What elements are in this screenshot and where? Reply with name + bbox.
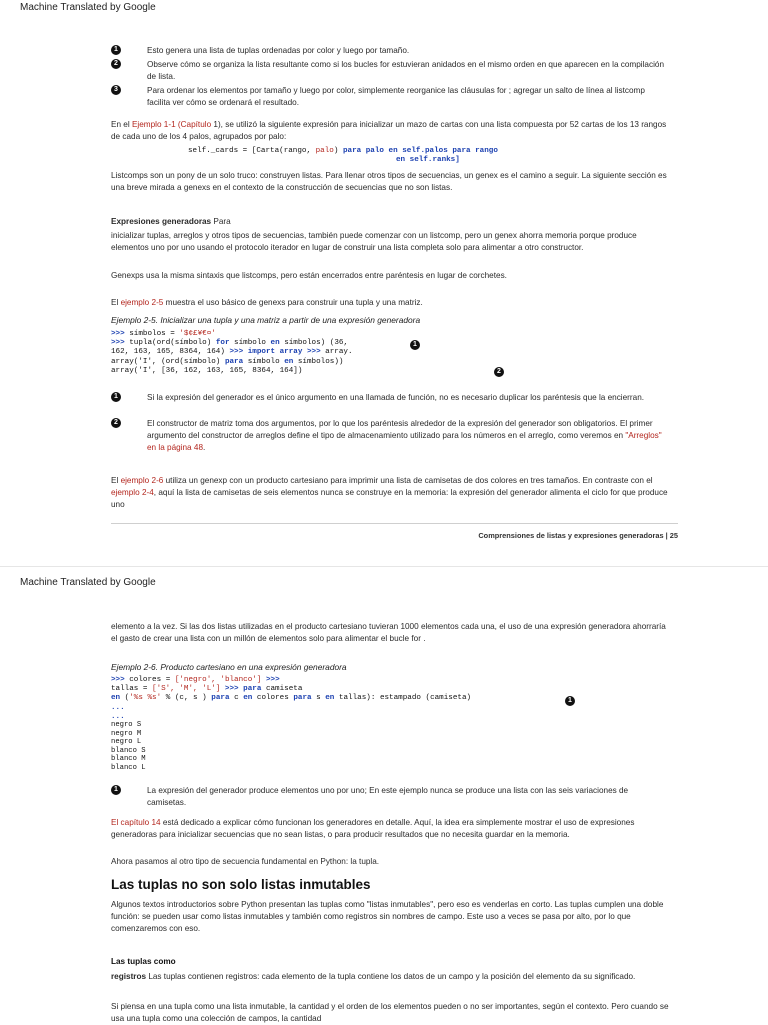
- code-block: >>> colores = ['negro', 'blanco'] >>> tallas = ['S', 'M', 'L'] >>> para camiseta en ('%s %s' % (c, s ) para c en colores para s en tallas): estampado (camiseta) ... ...: [111, 676, 472, 721]
- example-link[interactable]: ejemplo 2-5: [120, 298, 164, 307]
- callout-marker: 2: [494, 367, 504, 377]
- bullet-number: 1: [111, 45, 121, 55]
- list-item: [111, 59, 671, 85]
- output-line: blanco S: [111, 746, 146, 755]
- callout-marker: 1: [410, 340, 420, 350]
- callout-number: 1: [111, 785, 121, 795]
- code-block: self._cards = [Carta(rango, palo) para palo en self.palos para rango: [188, 147, 498, 155]
- machine-translated-label: Machine Translated by Google: [20, 577, 156, 588]
- example-link[interactable]: Ejemplo 1-1 (Capítulo: [131, 120, 212, 129]
- paragraph: inicializar tuplas, arreglos y otros tipos de secuencias, también puede comenzar con un listcomp, pero un genex ahorra memoria porque produce elementos uno por uno usando el protocolo iterador en lugar de construir una lista completa solo para alimentar a otro constructor.: [111, 231, 637, 253]
- list-item: [111, 392, 671, 418]
- callout-marker: 1: [565, 696, 575, 706]
- list-item: [111, 418, 671, 456]
- output-line: blanco M: [111, 755, 146, 764]
- paragraph: Ahora pasamos al otro tipo de secuencia fundamental en Python: la tupla.: [111, 857, 380, 866]
- list-item: [111, 85, 671, 111]
- section-heading: Las tuplas no son solo listas inmutables: [111, 877, 371, 892]
- list-item: [111, 785, 671, 811]
- list-item: [111, 45, 671, 59]
- output-line: negro M: [111, 729, 142, 738]
- example-link[interactable]: ejemplo 2-4: [111, 488, 154, 498]
- paragraph: Genexps usa la misma sintaxis que listcomps, pero están encerrados entre paréntesis en lugar de corchetes.: [111, 271, 507, 280]
- code-block: >>> símbolos = '$¢£¥€¤' >>> tupla(ord(símbolo) for símbolo en símbolos) (36, 162, 163, 165, 8364, 164) >>> import array >>> array. array('I', (ord(símbolo) para símbolo en símbolos)) array('I', [36, 162, 163, 165, 8364, 164]): [111, 330, 353, 375]
- output-line: negro L: [111, 738, 142, 747]
- arreglos-link[interactable]: "Arreglos" en la página 48: [147, 431, 662, 453]
- paragraph: Listcomps son un pony de un solo truco: construyen listas. Para llenar otros tipos de secuencias, un genex es el camino a seguir. La siguiente sección es una breve mirada a genexs en el contexto de la construcción de secuencias que no son listas.: [111, 171, 667, 193]
- callout-text: Si la expresión del generador es el único argumento en una llamada de función, no es necesario duplicar los paréntesis que la encierran.: [147, 393, 645, 402]
- paragraph: El capítulo 14 está dedicado a explicar cómo funcionan los generadores en detalle. Aquí, la idea era simplemente mostrar el uso de expresiones generadoras para inicializar secuencias que no sean listas, o para producir resultados que no necesita guardar en la memoria.: [111, 818, 635, 840]
- paragraph: El ejemplo 2-6 utiliza un genexp con un producto cartesiano para imprimir una lista de camisetas de dos colores en tres tamaños. En contraste con el ejemplo 2-4, aquí la lista de camisetas de seis elementos nunca se construye en la memoria: la expresión del generador alimenta el ciclo for que produce uno: [111, 476, 668, 510]
- page-footer: Comprensiones de listas y expresiones generadoras | 25: [478, 531, 678, 540]
- bullet-number: 2: [111, 59, 121, 69]
- footer-rule: [111, 523, 678, 524]
- machine-translated-label: Machine Translated by Google: [20, 2, 156, 13]
- code-output: [111, 721, 671, 773]
- chapter-link[interactable]: El capítulo 14: [111, 818, 161, 827]
- callout-number: 2: [111, 418, 121, 428]
- bullet-text: Observe cómo se organiza la lista resultante como si los bucles for estuvieran anidados en el mismo orden en que aparecen en la compilación de lista.: [147, 60, 665, 82]
- output-line: negro S: [111, 721, 142, 729]
- example-link[interactable]: ejemplo 2-6: [120, 476, 164, 485]
- callout-text: La expresión del generador produce elementos uno por uno; En este ejemplo nunca se produce una lista con las seis variaciones de camisetas.: [147, 786, 629, 808]
- section-subheading: Las tuplas como: [111, 957, 176, 966]
- bullet-number: 3: [111, 85, 121, 95]
- paragraph: Algunos textos introductorios sobre Python presentan las tuplas como "listas inmutables", pero eso es venderlas en corto. Las tuplas cumplen una doble función: se pueden usar como listas inmutables y también como registros sin nombres de campo. Este uso a veces se pasa por alto, por lo que comenzaremos con eso.: [111, 900, 664, 934]
- output-line: blanco L: [111, 763, 146, 772]
- code-block-line2: en self.ranks]: [396, 156, 460, 164]
- callout-number: 1: [111, 392, 121, 402]
- paragraph: elemento a la vez. Si las dos listas utilizadas en el producto cartesiano tuvieran 1000 elementos cada una, el uso de una expresión generadora ahorraría el gasto de crear una lista con un millón de elementos solo para alimentar el bucle for .: [111, 622, 666, 644]
- bullet-text: Esto genera una lista de tuplas ordenadas por color y luego por tamaño.: [147, 46, 410, 55]
- paragraph: El ejemplo 2-5 muestra el uso básico de genexs para construir una tupla y una matriz.: [111, 298, 423, 307]
- section-subheading: Expresiones generadoras Para: [111, 217, 231, 226]
- paragraph: registros Las tuplas contienen registros: cada elemento de la tupla contiene los datos de un campo y la posición del elemento da su significado.: [111, 972, 636, 981]
- bullet-text: Para ordenar los elementos por tamaño y luego por color, simplemente reorganice las cláusulas for ; agregar un salto de línea al listcomp facilita ver cómo se ordenará el resultado.: [147, 86, 645, 108]
- paragraph: En el Ejemplo 1-1 (Capítulo 1), se utilizó la siguiente expresión para inicializar un mazo de cartas con una lista compuesta por 52 cartas de los 13 rangos de cada uno de los 4 palos, agrupados por palo:: [111, 120, 667, 142]
- example-caption: Ejemplo 2-6. Producto cartesiano en una expresión generadora: [111, 662, 347, 672]
- page-separator: [0, 566, 768, 567]
- example-caption: Ejemplo 2-5. Inicializar una tupla y una matriz a partir de una expresión generadora: [111, 315, 421, 325]
- callout-text: El constructor de matriz toma dos argumentos, por lo que los paréntesis alrededor de la expresión del generador son obligatorios. El primer argumento del constructor de arreglos define el tipo de almacenamiento utilizado para los números en el arreglo, como veremos en "Arreglos" en la página 48.: [147, 419, 662, 453]
- paragraph: Si piensa en una tupla como una lista inmutable, la cantidad y el orden de los elementos pueden o no ser importantes, según el contexto. Pero cuando se usa una tupla como una colección de campos, la cantidad: [111, 1002, 669, 1024]
